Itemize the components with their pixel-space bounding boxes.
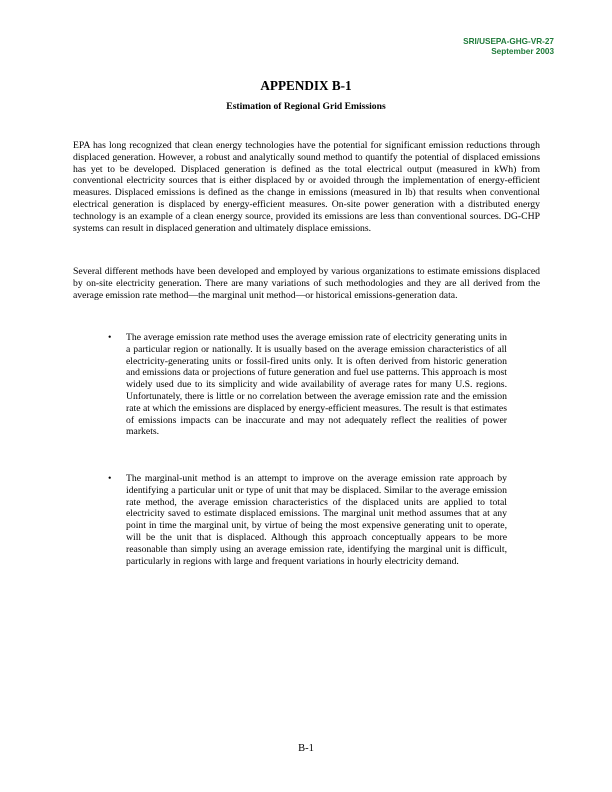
report-id: SRI/USEPA-GHG-VR-27 (463, 37, 554, 46)
bullet-text: The marginal-unit method is an attempt to improve on the average emission rate approach by identifying a particular unit or type of unit that may be displaced. Similar to the average emission rate method, the average emission characteristics of the displaced units are applied to total electricity saved to estimate displaced emissions. The marginal unit method assumes that at any point in time the marginal unit, by virtue of being the most expensive generating unit to operate, will be the unit that is displaced. Although this approach conceptually appears to be more reasonable than simply using an average emission rate, identifying the marginal unit is difficult, particularly in regions with large and frequent variations in hourly electricity demand. (126, 473, 507, 567)
body-paragraph: Several different methods have been developed and employed by various organizations to estimate emissions displaced by on-site electricity generation. There are many variations of such methodologies and they are all derived from the average emission rate method—the marginal unit method—or historical emissions-generation data. (73, 266, 540, 301)
bullet-icon: • (108, 473, 112, 484)
page-number: B-1 (298, 743, 314, 754)
document-header (463, 37, 554, 57)
appendix-subtitle: Estimation of Regional Grid Emissions (226, 101, 386, 112)
bullet-icon: • (108, 332, 112, 343)
body-paragraph: EPA has long recognized that clean energy technologies have the potential for significant emission reductions through displaced generation. However, a robust and analytically sound method to quantify the potential of displaced emissions has yet to be developed. Displaced generation is defined as the total electrical output (measured in kWh) from conventional electricity sources that is either displaced by or avoided through the implementation of energy-efficient measures. Displaced emissions is defined as the change in emissions (measured in lb) that results when conventional electrical generation is displaced by energy-efficient measures. On-site power generation with a distributed energy technology is an example of a clean energy source, provided its emissions are less than conventional sources. DG-CHP systems can result in displaced generation and ultimately displace emissions. (73, 140, 540, 234)
report-date: September 2003 (491, 47, 554, 56)
bullet-text: The average emission rate method uses the average emission rate of electricity generating units in a particular region or nationally. It is usually based on the average emission characteristics of all electricity-generating units or fossil-fired units only. It is often derived from historic generation and emissions data or projections of future generation and fuel use patterns. This approach is most widely used due to its simplicity and wide availability of average rates for many U.S. regions. Unfortunately, there is little or no correlation between the average emission rate and the emission rate at which the emissions are displaced by energy-efficient measures. The result is that estimates of emissions impacts can be inaccurate and may not adequately reflect the realities of power markets. (126, 332, 507, 438)
appendix-title: APPENDIX B-1 (260, 78, 352, 93)
